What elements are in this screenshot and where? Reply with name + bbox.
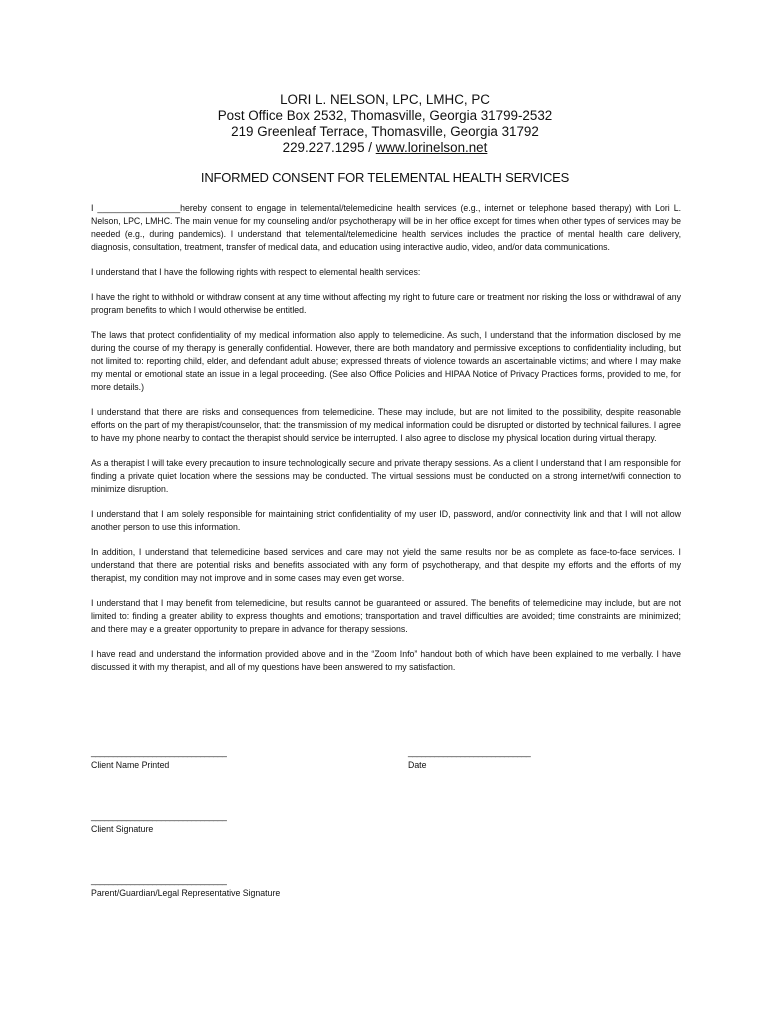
consent-paragraph-rights: I understand that I have the following rights with respect to elemental health services: [91, 267, 421, 277]
client-name-line: _______________________________ [91, 747, 227, 757]
contact-line [0, 140, 770, 156]
consent-paragraph-security: As a therapist I will take every precaution to insure technologically secure and private therapy sessions. As a client I understand that I am responsible for finding a private quiet location where the sessions may be conducted. The virtual sessions must be conducted on a strong internet/wifi connection to minimize disruption. [91, 458, 681, 494]
consent-paragraph-withdraw: I have the right to withhold or withdraw consent at any time without affecting my right to future care or treatment nor risking the loss or withdrawal of any program benefits to which I would otherwise be entitled. [91, 292, 681, 315]
guardian-signature-line: _______________________________ [91, 875, 227, 885]
consent-paragraph-outcomes: In addition, I understand that telemedicine based services and care may not yield the same results nor be as complete as face-to-face services. I understand that there are potential risks and benefits associated with any form of psychotherapy, and that despite my efforts and the efforts of my therapist, my condition may not improve and in some cases may even get worse. [91, 547, 681, 583]
document-title: INFORMED CONSENT FOR TELEMENTAL HEALTH SERVICES [200, 170, 570, 185]
phone-number: 229.227.1295 / [282, 140, 376, 155]
date-field[interactable] [408, 746, 530, 772]
consent-paragraph-acknowledgement: I have read and understand the information provided above and in the “Zoom Info” handout both of which have been explained to me verbally. I have discussed it with my therapist, and all of my questions have been answered to my satisfaction. [91, 649, 681, 672]
consent-paragraph-credentials: I understand that I am solely responsible for maintaining strict confidentiality of my user ID, password, and/or connectivity link and that I will not allow another person to use this information. [91, 509, 681, 532]
consent-paragraph-intro: I _________________hereby consent to engage in telemental/telemedicine health services (e.g., internet or telephone based therapy) with Lori L. Nelson, LPC, LMHC. The main venue for my counseling and/or psychotherapy will be in her office except for times when other types of services may be needed (e.g., during pandemics). I understand that telemental/telemedicine health services includes the practice of mental health care delivery, diagnosis, consultation, treatment, transfer of medical data, and education using interactive audio, video, and/or data communications. [91, 203, 681, 252]
consent-paragraph-risks: I understand that there are risks and consequences from telemedicine. These may include, but are not limited to the possibility, despite reasonable efforts on the part of my therapist/counselor, that: the transmission of my medical information could be disrupted or distorted by technical failures. I agree to have my phone nearby to contact the therapist should service be interrupted. I also agree to disclose my physical location during virtual therapy. [91, 407, 681, 443]
date-line: ____________________________ [408, 747, 531, 757]
guardian-signature-field[interactable] [91, 874, 280, 900]
guardian-signature-label: Parent/Guardian/Legal Representative Signature [91, 888, 281, 898]
consent-paragraph-confidentiality: The laws that protect confidentiality of my medical information also apply to telemedicine. As such, I understand that the information disclosed by me during the course of my therapy is generally confidential. However, there are both mandatory and permissive exceptions to confidentiality including, but not limited to: reporting child, elder, and defendant adult abuse; expressed threats of violence towards an ascertainable victims; and where I may make my mental or emotional state an issue in a legal proceeding. (See also Office Policies and HIPAA Notice of Privacy Practices forms, provided to me, for more details.) [91, 330, 681, 392]
street-address: 219 Greenleaf Terrace, Thomasville, Georgia 31792 [231, 124, 539, 139]
client-name-label: Client Name Printed [91, 760, 170, 770]
client-name-field[interactable] [91, 746, 226, 772]
client-signature-line: _______________________________ [91, 811, 227, 821]
consent-paragraph-benefits: I understand that I may benefit from telemedicine, but results cannot be guaranteed or assured. The benefits of telemedicine may include, but are not limited to: finding a greater ability to express thoughts and emotions; transportation and travel difficulties are avoided; time constraints are minimized; and there may e a greater opportunity to prepare in advance for therapy sessions. [91, 598, 681, 634]
date-label: Date [408, 760, 427, 770]
consent-body [91, 202, 681, 686]
practice-name: LORI L. NELSON, LPC, LMHC, PC [280, 92, 490, 107]
client-signature-label: Client Signature [91, 824, 154, 834]
client-signature-field[interactable] [91, 810, 226, 836]
website-link[interactable]: www.lorinelson.net [375, 140, 488, 155]
letterhead [0, 92, 770, 156]
mailing-address: Post Office Box 2532, Thomasville, Georgia 31799-2532 [217, 108, 553, 123]
